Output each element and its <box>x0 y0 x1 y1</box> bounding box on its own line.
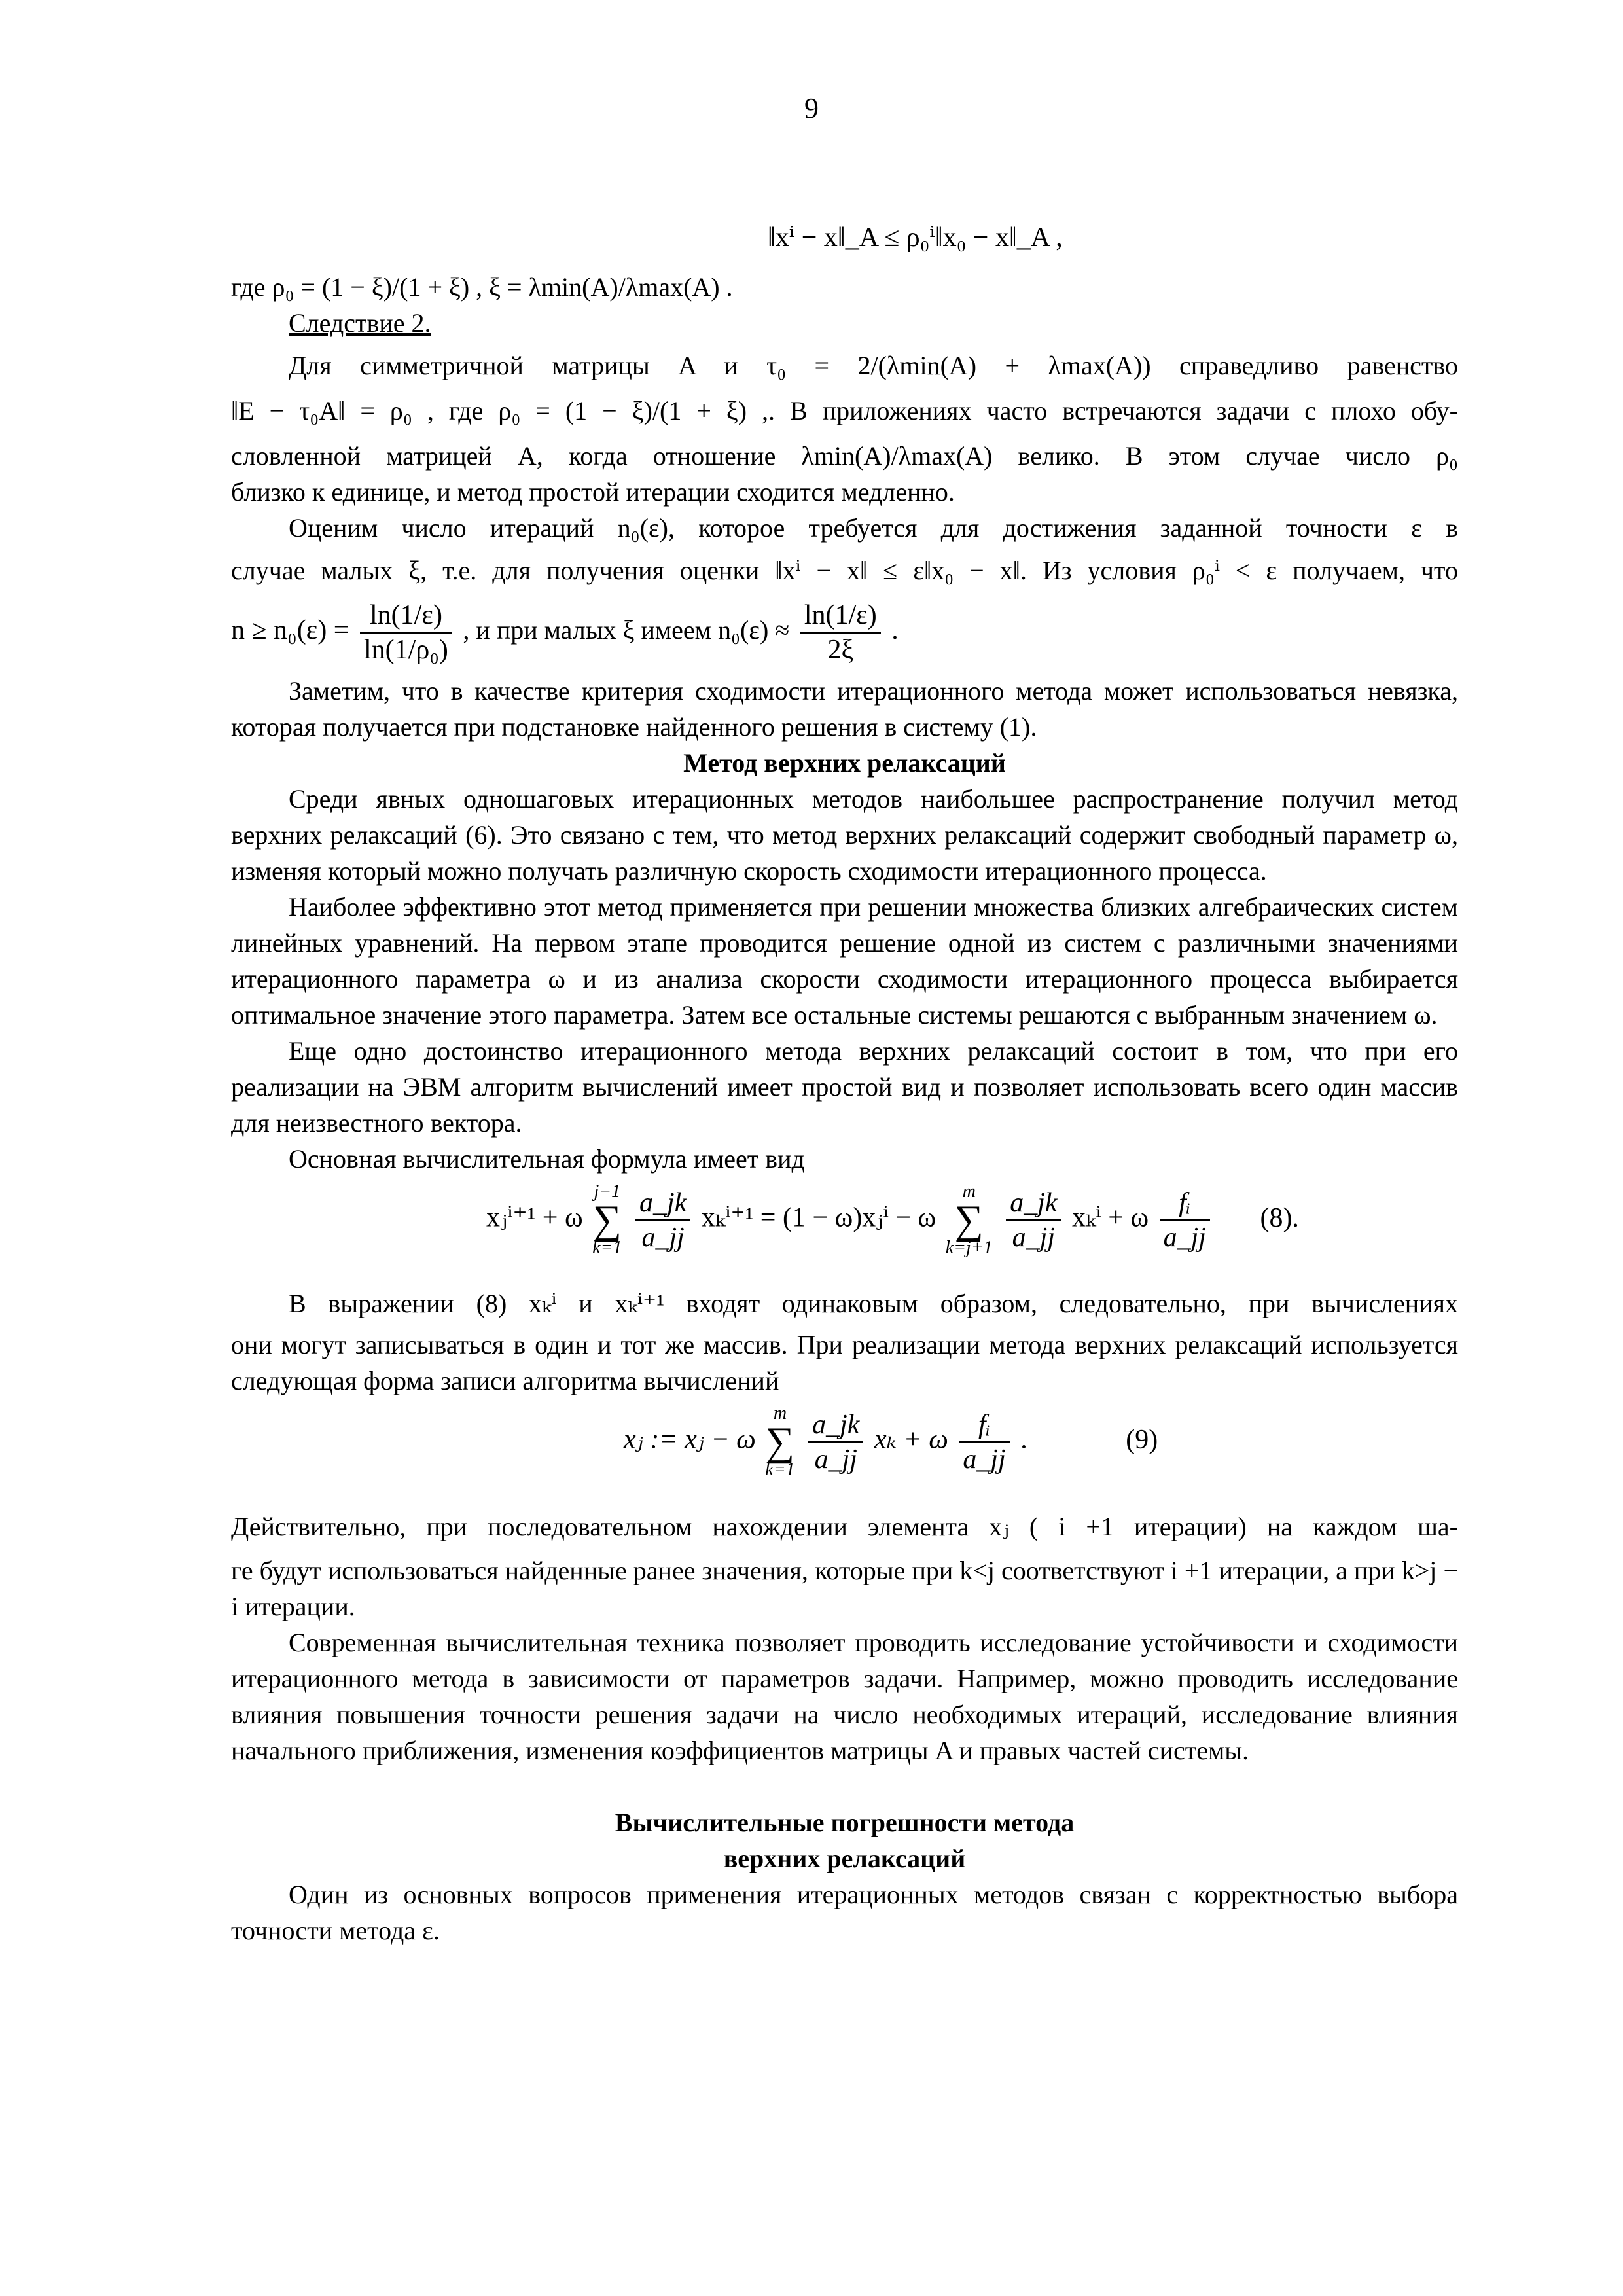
f9-frac-2 <box>959 1408 1009 1476</box>
fraction-n-2-num: ln(1/ε) <box>800 599 881 634</box>
f9-frac2-num: fᵢ <box>959 1408 1009 1443</box>
page-number: 9 <box>804 92 819 124</box>
paragraph-modern-tech: Современная вычислительная техника позволяет проводить исследование устойчивости и сходимости итерационного метода в зависимости от параметров задачи. Например, можно проводить исследование влияния повышения точности решения задачи на число необходимых итераций, исследование влияния начального приближения, изменения коэффициентов матрицы A и правых частей системы. <box>231 1628 1458 1765</box>
paragraph-sor-advantage: Еще одно достоинство итерационного метода верхних релаксаций состоит в том, что при его реализации на ЭВМ алгоритм вычислений имеет простой вид и позволяет использовать всего один массив для неизвестного вектора. <box>231 1036 1458 1138</box>
page-content <box>231 92 1458 1948</box>
f8-frac-3 <box>1160 1187 1210 1254</box>
f9-part-b: xₖ + ω <box>874 1424 948 1455</box>
corollary-label <box>231 305 1458 341</box>
formula-iteration-count <box>231 599 1458 666</box>
f8-frac-2 <box>1006 1187 1061 1254</box>
equation-number-8: (8). <box>1260 1202 1299 1233</box>
f9-frac1-num: a_jk <box>808 1408 863 1443</box>
f8-part-b: xₖⁱ⁺¹ = (1 − ω)xⱼⁱ − ω <box>701 1202 936 1233</box>
f8-frac2-den: a_jj <box>1012 1222 1056 1253</box>
f9-sum <box>765 1404 794 1480</box>
paragraph-symmetric-line3: словленной матрицей A, когда отношение λmin(A)/λmax(A) велико. В этом случае число ρ₀ <box>231 441 1458 471</box>
fraction-n-1-num: ln(1/ε) <box>360 599 452 634</box>
fraction-n-2 <box>800 599 881 666</box>
f9-sum-top: m <box>773 1403 787 1424</box>
sigma-icon: ∑ <box>765 1420 795 1464</box>
f9-frac1-den: a_jj <box>814 1444 857 1475</box>
f8-part-c: xₖⁱ + ω <box>1072 1202 1149 1233</box>
formula-error-bound: ‖xⁱ − x‖_A ≤ ρ₀ⁱ‖x₀ − x‖_A , <box>768 223 1063 253</box>
f8-sum1-top: j−1 <box>594 1181 621 1202</box>
f8-frac2-num: a_jk <box>1006 1187 1061 1221</box>
paragraph-symmetric-line2: ‖E − τ₀A‖ = ρ₀ , где ρ₀ = (1 − ξ)/(1 + ξ) ,. В приложениях часто встречаются задачи с плохо обу- <box>231 396 1458 425</box>
corollary-text: Следствие 2. <box>289 308 431 338</box>
f8-part-a: xⱼⁱ⁺¹ + ω <box>486 1202 583 1233</box>
fraction-n-1 <box>360 599 452 666</box>
f8-frac1-num: a_jk <box>635 1187 690 1221</box>
formula-n-end: . <box>891 615 899 646</box>
f9-part-a: xⱼ := xⱼ − ω <box>624 1424 756 1455</box>
f8-sum-2 <box>946 1182 993 1258</box>
f9-frac2-den: a_jj <box>963 1444 1006 1475</box>
sigma-icon: ∑ <box>592 1198 622 1242</box>
f8-frac3-den: a_jj <box>1163 1222 1206 1253</box>
section-heading-sor: Метод верхних релаксаций <box>683 748 1006 778</box>
paragraph-symmetric-line4: близко к единице, и метод простой итерации сходится медленно. <box>231 477 955 507</box>
formula-8 <box>231 1182 1458 1280</box>
paragraph-expression-8-rest: они могут записываться в один и тот же массив. При реализации метода верхних релаксаций используется следующая форма записи алгоритма вычислений <box>231 1330 1458 1395</box>
f8-sum1-bot: k=1 <box>592 1238 622 1258</box>
f9-sum-bot: k=1 <box>765 1460 795 1480</box>
section-heading-errors-line2: верхних релаксаций <box>723 1844 966 1873</box>
paragraph-residual: Заметим, что в качестве критерия сходимости итерационного метода может использоваться невязка, которая получается при подстановке найденного решения в систему (1). <box>231 676 1458 742</box>
f8-sum-1 <box>592 1182 622 1258</box>
f9-end: . <box>1020 1424 1027 1455</box>
paragraph-estimate-line1: Оценим число итераций n₀(ε), которое требуется для достижения заданной точности ε в <box>289 513 1458 543</box>
paragraph-indeed-line1: Действительно, при последовательном нахождении элемента xⱼ ( i +1 итерации) на каждом ша- <box>231 1512 1459 1541</box>
f8-frac1-den: a_jj <box>641 1222 685 1253</box>
paragraph-main-formula-intro: Основная вычислительная формула имеет вид <box>289 1144 805 1174</box>
paragraph-symmetric-line1: Для симметричной матрицы A и τ₀ = 2/(λmin(A) + λmax(A)) справедливо равенство <box>289 351 1458 380</box>
sigma-icon: ∑ <box>954 1198 984 1242</box>
paragraph-accuracy: Один из основных вопросов применения итерационных методов связан с корректностью выбора точности метода ε. <box>231 1880 1458 1945</box>
f8-sum2-top: m <box>962 1181 976 1202</box>
f8-frac-1 <box>635 1187 690 1254</box>
f8-sum2-bot: k=j+1 <box>945 1238 993 1258</box>
paragraph-expression-8-line1: В выражении (8) xₖⁱ и xₖⁱ⁺¹ входят одинаковым образом, следовательно, при вычислениях <box>289 1289 1458 1318</box>
paragraph-estimate-line2: случае малых ξ, т.е. для получения оценки ‖xⁱ − x‖ ≤ ε‖x₀ − x‖. Из условия ρ₀ⁱ < ε получаем, что <box>231 556 1458 585</box>
formula-n-mid: , и при малых ξ имеем n₀(ε) ≈ <box>463 615 790 645</box>
paragraph-sor-efficiency: Наиболее эффективно этот метод применяется при решении множества близких алгебраических систем линейных уравнений. На первом этапе проводится решение одной из систем с различными значениями итерационного параметра ω и из анализа скорости сходимости итерационного процесса выбирается оптимальное значение этого параметра. Затем все остальные системы решаются с выбранным значением ω. <box>231 892 1458 1030</box>
fraction-n-2-den: 2ξ <box>827 635 854 665</box>
section-heading-errors-line1: Вычислительные погрешности метода <box>615 1808 1075 1837</box>
paragraph-sor-intro: Среди явных одношаговых итерационных методов наибольшее распространение получил метод верхних релаксаций (6). Это связано с тем, что метод верхних релаксаций содержит свободный параметр ω, изменяя который можно получать различную скорость сходимости итерационного процесса. <box>231 784 1458 886</box>
where-clause: где ρ₀ = (1 − ξ)/(1 + ξ) , ξ = λmin(A)/λmax(A) . <box>231 272 733 302</box>
equation-number-9: (9) <box>1126 1424 1158 1455</box>
paragraph-indeed-rest: ге будут использоваться найденные ранее значения, которые при k<j соответствуют i +1 итерации, а при k>j − i итерации. <box>231 1556 1458 1621</box>
f8-frac3-num: fᵢ <box>1160 1187 1210 1221</box>
formula-9 <box>231 1404 1458 1502</box>
f9-frac-1 <box>808 1408 863 1476</box>
formula-n-left: n ≥ n₀(ε) = <box>231 615 349 646</box>
fraction-n-1-den: ln(1/ρ₀) <box>364 635 448 665</box>
